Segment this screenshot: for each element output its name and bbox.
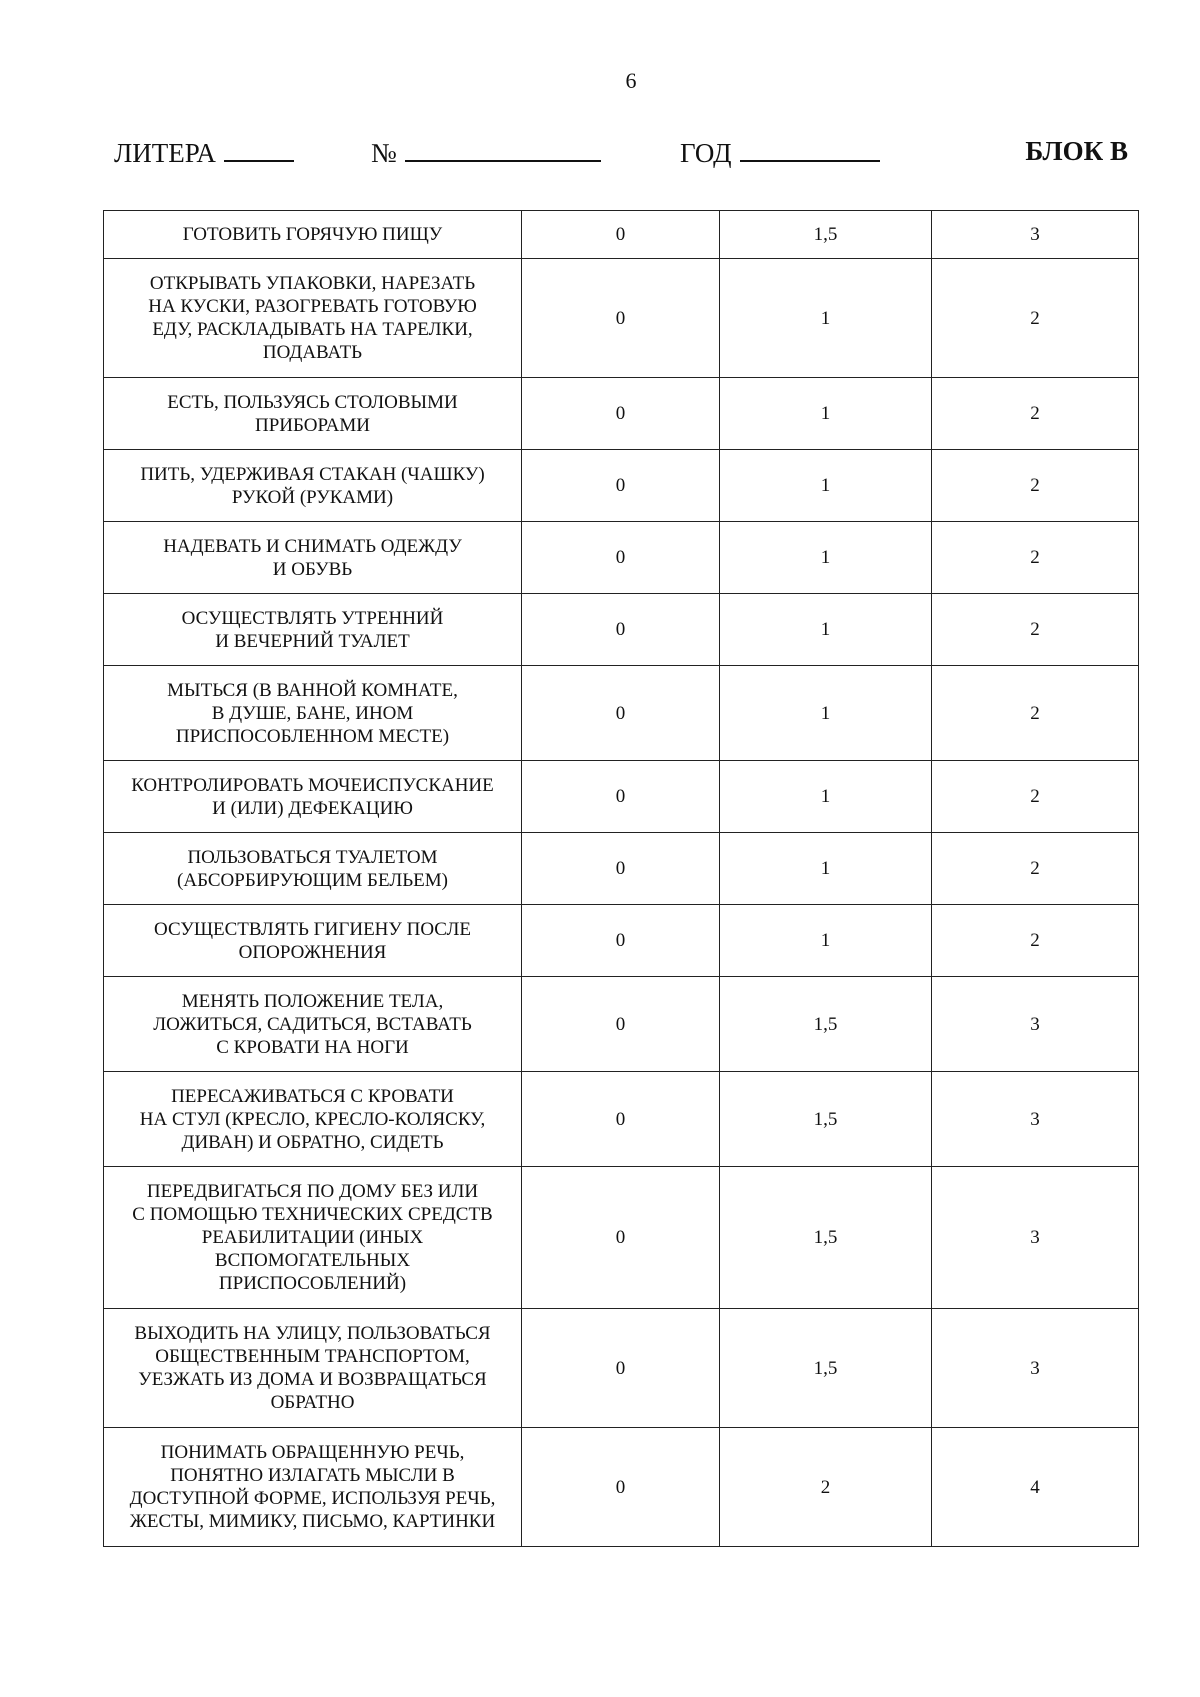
litera-label: ЛИТЕРА bbox=[114, 138, 216, 168]
activity-cell: ПЕРЕСАЖИВАТЬСЯ С КРОВАТИ НА СТУЛ (КРЕСЛО, КРЕСЛО-КОЛЯСКУ, ДИВАН) И ОБРАТНО, СИДЕТЬ bbox=[104, 1072, 522, 1167]
year-blank-line bbox=[740, 136, 880, 162]
activity-cell: ВЫХОДИТЬ НА УЛИЦУ, ПОЛЬЗОВАТЬСЯ ОБЩЕСТВЕННЫМ ТРАНСПОРТОМ, УЕЗЖАТЬ ИЗ ДОМА И ВОЗВРАЩАТЬСЯ ОБРАТНО bbox=[104, 1309, 522, 1428]
activity-cell: ЕСТЬ, ПОЛЬЗУЯСЬ СТОЛОВЫМИ ПРИБОРАМИ bbox=[104, 378, 522, 450]
score-cell-c: 2 bbox=[932, 450, 1139, 522]
activity-cell: ПОЛЬЗОВАТЬСЯ ТУАЛЕТОМ (АБСОРБИРУЮЩИМ БЕЛЬЕМ) bbox=[104, 833, 522, 905]
score-cell-a: 0 bbox=[522, 594, 720, 666]
form-header bbox=[114, 136, 1128, 170]
table-row bbox=[104, 450, 1139, 522]
score-cell-b: 1,5 bbox=[720, 1167, 932, 1309]
table-row bbox=[104, 1309, 1139, 1428]
score-cell-a: 0 bbox=[522, 1428, 720, 1547]
activity-cell: МЕНЯТЬ ПОЛОЖЕНИЕ ТЕЛА, ЛОЖИТЬСЯ, САДИТЬСЯ, ВСТАВАТЬ С КРОВАТИ НА НОГИ bbox=[104, 977, 522, 1072]
score-cell-a: 0 bbox=[522, 761, 720, 833]
score-cell-c: 2 bbox=[932, 761, 1139, 833]
score-cell-a: 0 bbox=[522, 1167, 720, 1309]
score-cell-b: 1,5 bbox=[720, 1072, 932, 1167]
activity-cell: ОСУЩЕСТВЛЯТЬ ГИГИЕНУ ПОСЛЕ ОПОРОЖНЕНИЯ bbox=[104, 905, 522, 977]
score-cell-a: 0 bbox=[522, 833, 720, 905]
activity-cell: ПИТЬ, УДЕРЖИВАЯ СТАКАН (ЧАШКУ) РУКОЙ (РУКАМИ) bbox=[104, 450, 522, 522]
score-cell-c: 3 bbox=[932, 977, 1139, 1072]
activity-cell: ОТКРЫВАТЬ УПАКОВКИ, НАРЕЗАТЬ НА КУСКИ, РАЗОГРЕВАТЬ ГОТОВУЮ ЕДУ, РАСКЛАДЫВАТЬ НА ТАРЕЛКИ, ПОДАВАТЬ bbox=[104, 259, 522, 378]
table-row bbox=[104, 1072, 1139, 1167]
score-cell-c: 2 bbox=[932, 666, 1139, 761]
number-label: № bbox=[371, 138, 397, 168]
score-cell-c: 2 bbox=[932, 259, 1139, 378]
table-row bbox=[104, 905, 1139, 977]
score-cell-b: 1 bbox=[720, 522, 932, 594]
block-title: БЛОК В bbox=[1025, 136, 1128, 166]
number-blank-line bbox=[405, 136, 601, 162]
table-row bbox=[104, 522, 1139, 594]
table-row bbox=[104, 259, 1139, 378]
litera-field bbox=[114, 136, 294, 169]
score-cell-b: 1 bbox=[720, 259, 932, 378]
score-cell-c: 3 bbox=[932, 1072, 1139, 1167]
score-cell-a: 0 bbox=[522, 378, 720, 450]
table-row bbox=[104, 1428, 1139, 1547]
score-cell-a: 0 bbox=[522, 450, 720, 522]
score-cell-b: 1 bbox=[720, 450, 932, 522]
table-row bbox=[104, 666, 1139, 761]
score-cell-c: 2 bbox=[932, 905, 1139, 977]
activity-cell: ОСУЩЕСТВЛЯТЬ УТРЕННИЙ И ВЕЧЕРНИЙ ТУАЛЕТ bbox=[104, 594, 522, 666]
score-cell-a: 0 bbox=[522, 259, 720, 378]
score-cell-a: 0 bbox=[522, 522, 720, 594]
score-cell-c: 3 bbox=[932, 1167, 1139, 1309]
score-cell-b: 1,5 bbox=[720, 211, 932, 259]
assessment-table bbox=[103, 210, 1139, 1547]
activity-cell: МЫТЬСЯ (В ВАННОЙ КОМНАТЕ, В ДУШЕ, БАНЕ, ИНОМ ПРИСПОСОБЛЕННОМ МЕСТЕ) bbox=[104, 666, 522, 761]
score-cell-c: 2 bbox=[932, 833, 1139, 905]
activity-cell: ПЕРЕДВИГАТЬСЯ ПО ДОМУ БЕЗ ИЛИ С ПОМОЩЬЮ ТЕХНИЧЕСКИХ СРЕДСТВ РЕАБИЛИТАЦИИ (ИНЫХ ВСПОМОГАТЕЛЬНЫХ ПРИСПОСОБЛЕНИЙ) bbox=[104, 1167, 522, 1309]
activity-cell: КОНТРОЛИРОВАТЬ МОЧЕИСПУСКАНИЕ И (ИЛИ) ДЕФЕКАЦИЮ bbox=[104, 761, 522, 833]
table-row bbox=[104, 1167, 1139, 1309]
table-row bbox=[104, 761, 1139, 833]
number-field bbox=[371, 136, 601, 169]
score-cell-a: 0 bbox=[522, 666, 720, 761]
score-cell-b: 1 bbox=[720, 905, 932, 977]
score-cell-a: 0 bbox=[522, 905, 720, 977]
activity-cell: ПОНИМАТЬ ОБРАЩЕННУЮ РЕЧЬ, ПОНЯТНО ИЗЛАГАТЬ МЫСЛИ В ДОСТУПНОЙ ФОРМЕ, ИСПОЛЬЗУЯ РЕЧЬ, ЖЕСТЫ, МИМИКУ, ПИСЬМО, КАРТИНКИ bbox=[104, 1428, 522, 1547]
year-label: ГОД bbox=[680, 138, 732, 168]
table-row bbox=[104, 378, 1139, 450]
score-cell-c: 2 bbox=[932, 522, 1139, 594]
score-cell-b: 1 bbox=[720, 594, 932, 666]
score-cell-b: 1 bbox=[720, 666, 932, 761]
score-cell-c: 3 bbox=[932, 211, 1139, 259]
year-field bbox=[680, 136, 880, 169]
score-cell-a: 0 bbox=[522, 1309, 720, 1428]
table-row bbox=[104, 594, 1139, 666]
score-cell-a: 0 bbox=[522, 1072, 720, 1167]
page-number: 6 bbox=[625, 68, 637, 93]
activity-cell: НАДЕВАТЬ И СНИМАТЬ ОДЕЖДУ И ОБУВЬ bbox=[104, 522, 522, 594]
table-row bbox=[104, 977, 1139, 1072]
score-cell-b: 1,5 bbox=[720, 1309, 932, 1428]
score-cell-a: 0 bbox=[522, 977, 720, 1072]
score-cell-c: 4 bbox=[932, 1428, 1139, 1547]
score-cell-b: 1 bbox=[720, 761, 932, 833]
score-cell-b: 1 bbox=[720, 833, 932, 905]
activity-cell: ГОТОВИТЬ ГОРЯЧУЮ ПИЩУ bbox=[104, 211, 522, 259]
score-cell-c: 2 bbox=[932, 378, 1139, 450]
score-cell-b: 1 bbox=[720, 378, 932, 450]
score-cell-c: 2 bbox=[932, 594, 1139, 666]
table-row bbox=[104, 833, 1139, 905]
score-cell-b: 1,5 bbox=[720, 977, 932, 1072]
table-row bbox=[104, 211, 1139, 259]
score-cell-a: 0 bbox=[522, 211, 720, 259]
score-cell-c: 3 bbox=[932, 1309, 1139, 1428]
score-cell-b: 2 bbox=[720, 1428, 932, 1547]
litera-blank-line bbox=[224, 136, 294, 162]
